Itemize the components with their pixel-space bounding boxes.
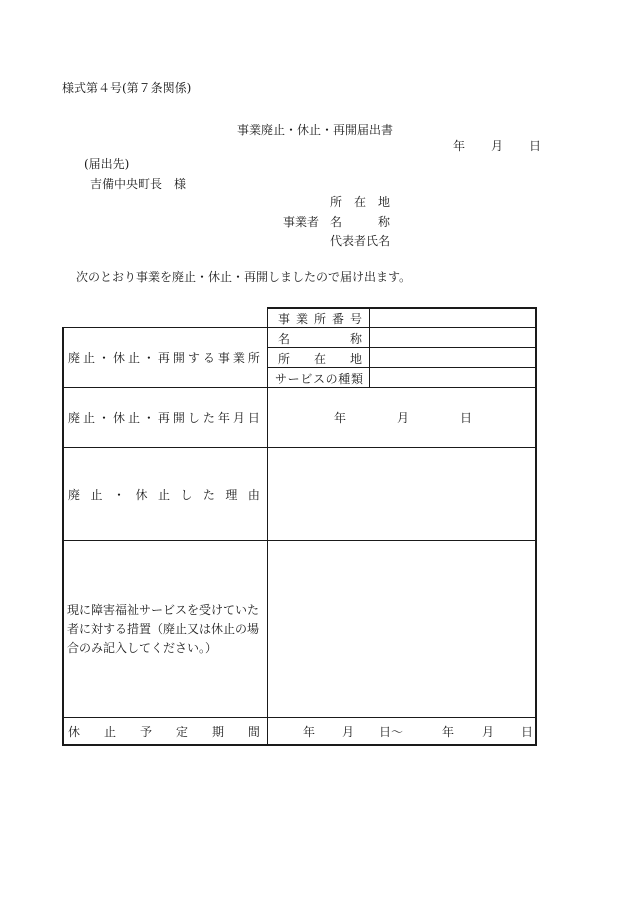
date-month-label: 月 (490, 139, 503, 153)
addressee: 吉備中央町長 様 (90, 177, 187, 191)
reason-field[interactable] (268, 448, 535, 540)
business-operator-label: 事業者 (283, 215, 320, 229)
office-number-field[interactable] (371, 308, 534, 327)
action-date-day: 日 (460, 411, 473, 425)
service-type-label: サ ー ビ ス の 種 類 (275, 371, 363, 386)
body-text: 次のとおり事業を廃止・休止・再開しましたので届け出ます。 (76, 270, 412, 284)
action-date-year: 年 (334, 411, 347, 425)
addressee-label: (届出先) (84, 157, 130, 171)
document-title: 事業廃止・休止・再開届出書 (236, 123, 393, 137)
service-type-field[interactable] (371, 368, 534, 387)
office-address-field[interactable] (371, 348, 534, 367)
office-section-label: 廃 止 ・ 休 止 ・ 再 開 す る 事 業 所 (68, 350, 260, 365)
suspension-to-day: 日 (521, 724, 534, 739)
suspension-from-year: 年 (303, 724, 316, 739)
office-address-label: 所 在 地 (278, 351, 362, 366)
measures-field[interactable] (268, 541, 535, 717)
office-number-label: 事 業 所 番 号 (278, 311, 362, 326)
date-day-label: 日 (528, 139, 541, 153)
suspension-from-day: 日～ (379, 724, 404, 739)
form-number: 様式第４号(第７条関係) (62, 81, 192, 95)
measures-label: 現に障害福祉サービスを受けていた者に対する措置（廃止又は休止の場合のみ記入してください。） (67, 602, 260, 655)
business-address-label: 所 在 地 (330, 195, 390, 209)
notification-form-table (62, 307, 537, 746)
submission-date (453, 140, 541, 152)
action-date-field[interactable] (268, 388, 535, 447)
office-name-field[interactable] (371, 328, 534, 347)
business-representative-label: 代 表 者 氏 名 (330, 234, 391, 248)
suspension-to-year: 年 (442, 724, 455, 739)
suspension-to-month: 月 (482, 724, 495, 739)
action-date-month: 月 (397, 411, 410, 425)
business-name-label: 名 称 (330, 215, 390, 229)
reason-label: 廃 止 ・ 休 止 し た 理 由 (68, 487, 260, 502)
action-date-label: 廃 止 ・ 休 止 ・ 再 開 し た 年 月 日 (68, 411, 260, 425)
date-year-label: 年 (453, 139, 466, 153)
suspension-period-field[interactable] (268, 718, 535, 744)
measures-label-cell (67, 541, 264, 717)
suspension-period-label: 休 止 予 定 期 間 (68, 724, 260, 739)
suspension-from-month: 月 (342, 724, 355, 739)
office-name-label: 名 称 (278, 331, 362, 346)
